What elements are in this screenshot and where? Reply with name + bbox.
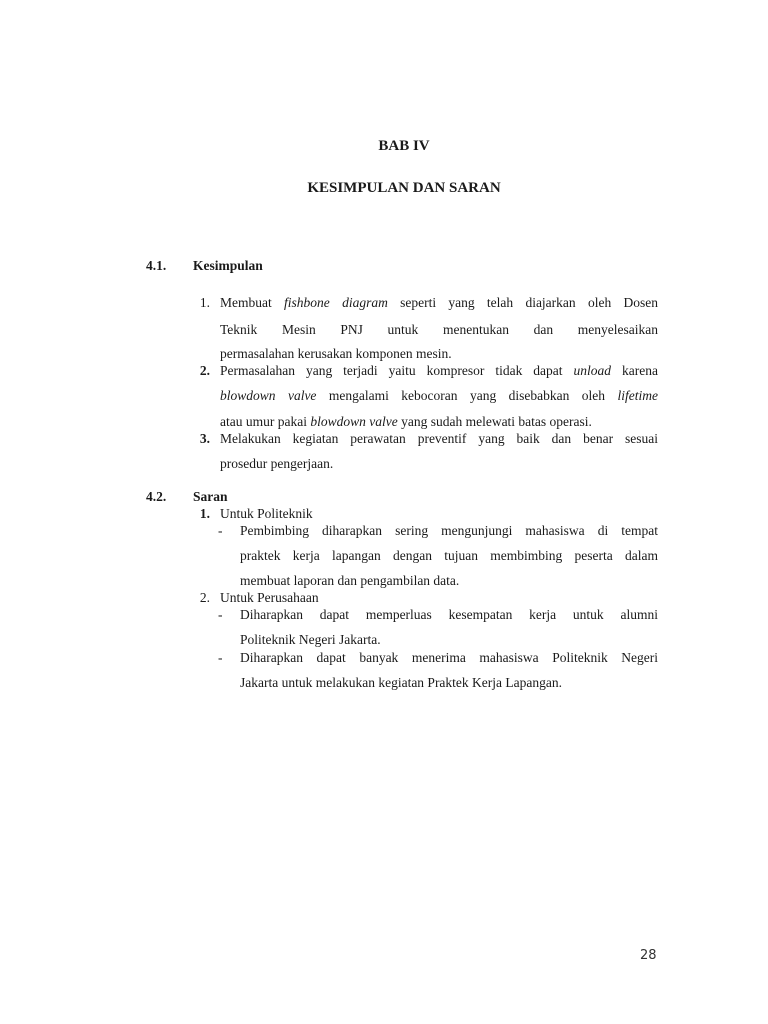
section-title: Kesimpulan bbox=[193, 258, 263, 273]
bullet-dash: - bbox=[218, 650, 223, 665]
list-item-line: prosedur pengerjaan. bbox=[220, 456, 334, 471]
list-item-line: permasalahan kerusakan komponen mesin. bbox=[220, 346, 452, 361]
section-title: Saran bbox=[193, 489, 228, 504]
bullet-dash: - bbox=[218, 607, 223, 622]
group-title: Untuk Perusahaan bbox=[220, 590, 319, 605]
chapter-subtitle: KESIMPULAN DAN SARAN bbox=[307, 180, 501, 196]
list-item-line: Teknik Mesin PNJ untuk menentukan dan menyelesaikan bbox=[220, 322, 658, 337]
list-marker: 2. bbox=[199, 363, 210, 378]
list-marker: 1. bbox=[199, 295, 210, 310]
bullet-line: Diharapkan dapat memperluas kesempatan kerja untuk alumni bbox=[240, 607, 658, 622]
list-item-line: Permasalahan yang terjadi yaitu kompresor tidak dapat unload karena bbox=[220, 363, 658, 378]
bullet-line: praktek kerja lapangan dengan tujuan membimbing peserta dalam bbox=[240, 548, 658, 563]
list-marker: 2. bbox=[199, 590, 210, 605]
list-item-line: blowdown valve mengalami kebocoran yang disebabkan oleh lifetime bbox=[220, 388, 658, 403]
list-item-line: Membuat fishbone diagram seperti yang telah diajarkan oleh Dosen bbox=[220, 295, 658, 310]
bullet-line: Politeknik Negeri Jakarta. bbox=[240, 632, 381, 647]
bullet-line: Pembimbing diharapkan sering mengunjungi mahasiswa di tempat bbox=[240, 523, 658, 538]
chapter-title: BAB IV bbox=[378, 138, 430, 154]
list-marker: 1. bbox=[199, 506, 210, 521]
list-marker: 3. bbox=[199, 431, 210, 446]
bullet-dash: - bbox=[218, 523, 223, 538]
list-item-line: atau umur pakai blowdown valve yang sudah melewati batas operasi. bbox=[220, 414, 592, 429]
section-number: 4.1. bbox=[146, 258, 167, 273]
bullet-line: Diharapkan dapat banyak menerima mahasiswa Politeknik Negeri bbox=[240, 650, 658, 665]
bullet-line: membuat laporan dan pengambilan data. bbox=[240, 573, 460, 588]
list-item-line: Melakukan kegiatan perawatan preventif yang baik dan benar sesuai bbox=[220, 431, 658, 446]
page-number: 28 bbox=[640, 948, 657, 963]
bullet-line: Jakarta untuk melakukan kegiatan Praktek Kerja Lapangan. bbox=[240, 675, 562, 690]
section-number: 4.2. bbox=[146, 489, 167, 504]
group-title: Untuk Politeknik bbox=[220, 506, 313, 521]
